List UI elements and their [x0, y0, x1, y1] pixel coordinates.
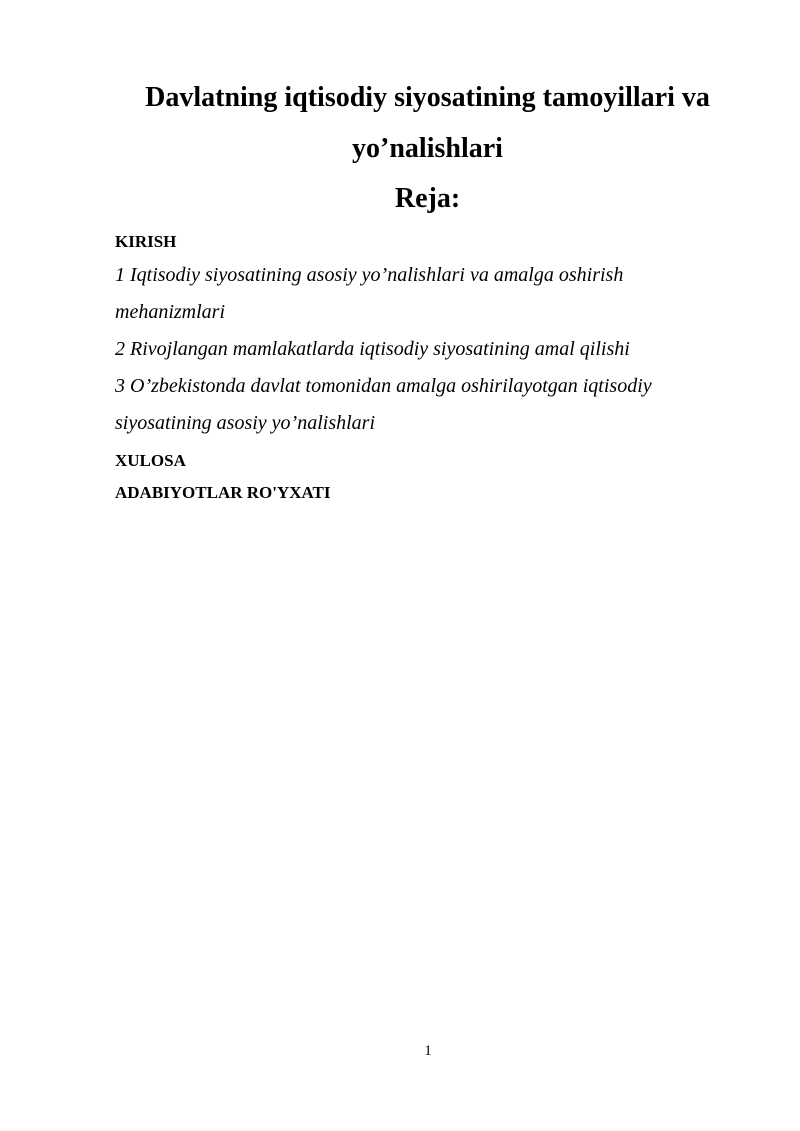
- toc-conclusion: XULOSA: [115, 451, 186, 470]
- toc-item-1-line-2: mehanizmlari: [115, 301, 225, 323]
- document-title-line-2: yo’nalishlari: [352, 133, 503, 164]
- toc-item-1-line-1: 1 Iqtisodiy siyosatining asosiy yo’nalishlari va amalga oshirish: [115, 264, 624, 286]
- toc-references: ADABIYOTLAR RO'YXATI: [115, 483, 331, 502]
- toc-intro: KIRISH: [115, 232, 177, 251]
- toc-item-2: 2 Rivojlangan mamlakatlarda iqtisodiy siyosatining amal qilishi: [115, 338, 630, 360]
- toc-item-3-line-2: siyosatining asosiy yo’nalishlari: [115, 412, 375, 434]
- document-title-line-1: Davlatning iqtisodiy siyosatining tamoyillari va: [145, 82, 710, 113]
- plan-heading: Reja:: [394, 183, 461, 214]
- toc-item-3-line-1: 3 O’zbekistonda davlat tomonidan amalga oshirilayotgan iqtisodiy: [115, 375, 652, 397]
- page-number: 1: [424, 1043, 432, 1059]
